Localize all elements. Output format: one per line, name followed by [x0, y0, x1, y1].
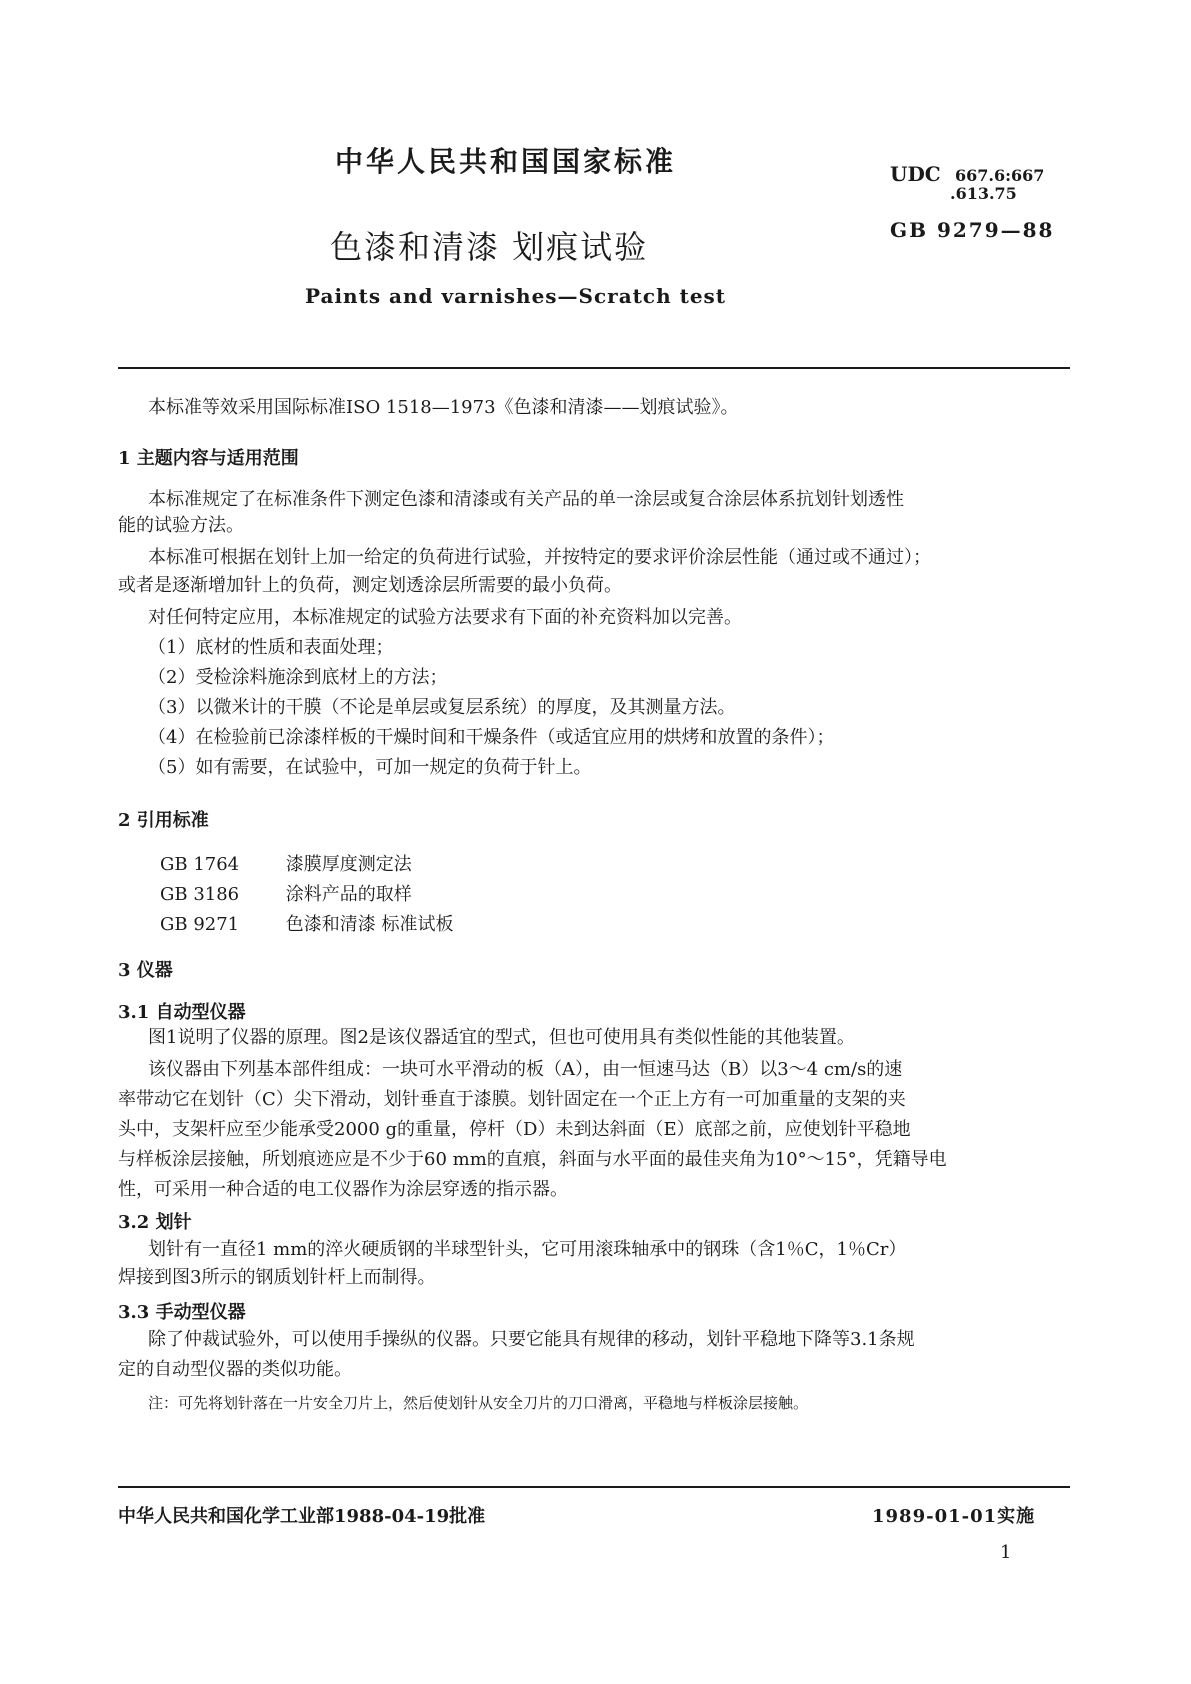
section-3-2-line-1: 划针有一直径1 mm的淬火硬质钢的半球型针头，它可用滚珠轴承中的钢珠（含1％C，1％Cr） [148, 1239, 907, 1260]
reference-code: GB 1764 [160, 854, 240, 875]
section-3-1-line-4: 头中，支架杆应至少能承受2000 g的重量，停杆（D）未到达斜面（E）底部之前，应使划针平稳地 [118, 1119, 911, 1140]
reference-row [160, 880, 412, 906]
reference-code: GB 3186 [160, 884, 240, 905]
header-divider [118, 367, 1070, 369]
reference-row [160, 850, 412, 876]
section-3-3-line-2: 定的自动型仪器的类似功能。 [118, 1359, 352, 1380]
document-title-english: Paints and varnishes—Scratch test [305, 284, 727, 308]
udc-label: UDC [890, 162, 941, 186]
gb-number: GB 9279—88 [890, 218, 1055, 242]
list-item: （4）在检验前已涂漆样板的干燥时间和干燥条件（或适宜应用的烘烤和放置的条件）； [148, 727, 835, 748]
reference-title: 漆膜厚度测定法 [285, 854, 412, 875]
section-1-para-3: 对任何特定应用，本标准规定的试验方法要求有下面的补充资料加以完善。 [148, 607, 742, 628]
section-3-heading: 3 仪器 [118, 960, 173, 981]
section-3-2-line-2: 焊接到图3所示的钢质划针杆上而制得。 [118, 1267, 436, 1288]
section-1-heading: 1 主题内容与适用范围 [118, 448, 299, 469]
section-3-3-line-1: 除了仲裁试验外，可以使用手操纵的仪器。只要它能具有规律的移动，划针平稳地下降等3.1条规 [148, 1329, 915, 1350]
effective-date: 1989-01-01实施 [872, 1506, 1036, 1527]
section-1-para-1-line-1: 本标准规定了在标准条件下测定色漆和清漆或有关产品的单一涂层或复合涂层体系抗划针划透性 [148, 489, 904, 510]
reference-code: GB 9271 [160, 914, 240, 935]
section-3-1-line-1: 图1说明了仪器的原理。图2是该仪器适宜的型式，但也可使用具有类似性能的其他装置。 [148, 1027, 855, 1048]
section-3-1-line-6: 性，可采用一种合适的电工仪器作为涂层穿透的指示器。 [118, 1179, 568, 1200]
reference-title: 色漆和清漆 标准试板 [285, 914, 454, 935]
section-3-2-heading: 3.2 划针 [118, 1212, 192, 1233]
reference-title: 涂料产品的取样 [285, 884, 412, 905]
document-title: 色漆和清漆 划痕试验 [330, 228, 649, 266]
section-3-1-heading: 3.1 自动型仪器 [118, 1002, 246, 1023]
section-3-1-line-2: 该仪器由下列基本部件组成：一块可水平滑动的板（A），由一恒速马达（B）以3～4 cm/s的速 [148, 1059, 903, 1080]
udc-code-continuation: .613.75 [950, 184, 1017, 203]
section-3-1-line-5: 与样板涂层接触，所划痕迹应是不少于60 mm的直痕，斜面与水平面的最佳夹角为10°～15°，凭籍导电 [118, 1149, 947, 1170]
section-2-heading: 2 引用标准 [118, 810, 209, 831]
section-1-para-2-line-2: 或者是逐渐增加针上的负荷，测定划透涂层所需要的最小负荷。 [118, 575, 622, 596]
section-1-para-2-line-1: 本标准可根据在划针上加一给定的负荷进行试验，并按特定的要求评价涂层性能（通过或不通过）； [148, 547, 931, 568]
page-number: 1 [1000, 1542, 1012, 1563]
standard-type-title: 中华人民共和国国家标准 [335, 145, 677, 178]
reference-row [160, 910, 453, 936]
list-item: （2）受检涂料施涂到底材上的方法； [148, 667, 448, 688]
list-item: （3）以微米计的干膜（不论是单层或复层系统）的厚度，及其测量方法。 [148, 697, 736, 718]
footer-divider [118, 1486, 1070, 1488]
section-1-para-1-line-2: 能的试验方法。 [118, 515, 244, 536]
approval-statement: 中华人民共和国化学工业部1988-04-19批准 [118, 1506, 486, 1527]
intro-paragraph: 本标准等效采用国际标准ISO 1518—1973《色漆和清漆——划痕试验》。 [148, 397, 739, 418]
section-3-3-heading: 3.3 手动型仪器 [118, 1302, 246, 1323]
list-item: （1）底材的性质和表面处理； [148, 637, 394, 658]
list-item: （5）如有需要，在试验中，可加一规定的负荷于针上。 [148, 757, 592, 778]
note: 注：可先将划针落在一片安全刀片上，然后使划针从安全刀片的刀口滑离，平稳地与样板涂层接触。 [148, 1394, 809, 1412]
section-3-1-line-3: 率带动它在划针（C）尖下滑动，划针垂直于漆膜。划针固定在一个正上方有一可加重量的支架的夹 [118, 1089, 906, 1110]
udc-code: 667.6:667 [955, 166, 1045, 185]
